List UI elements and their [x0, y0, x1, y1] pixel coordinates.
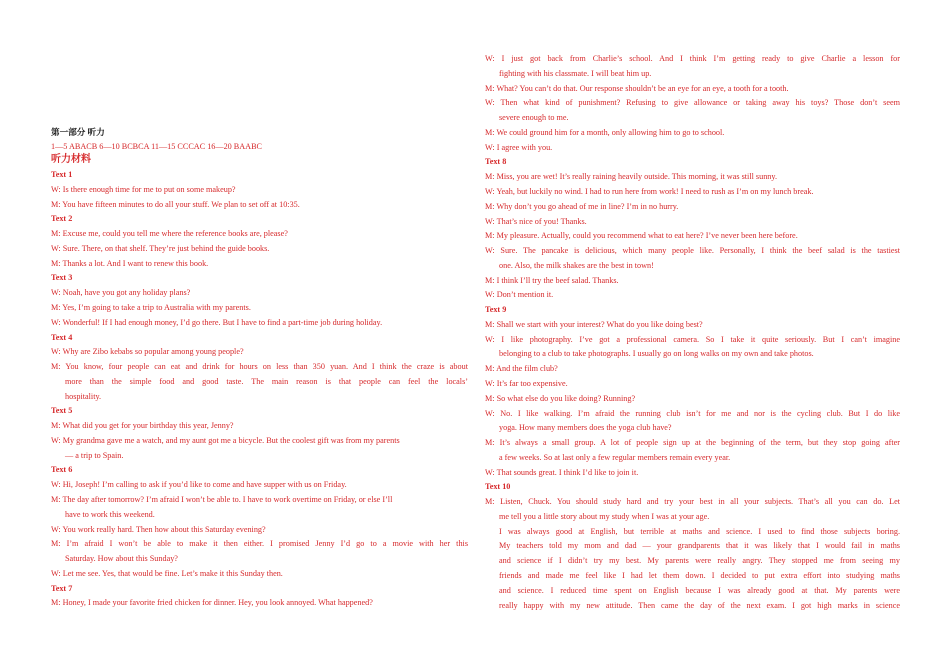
text-heading: Text 2 — [51, 214, 73, 224]
transcript-line: W: Yeah, but luckily no wind. I had to run here from work! I need to rush as I’m on my lunch break. — [485, 186, 814, 196]
transcript-line: W: Sure. There, on that shelf. They’re just behind the guide books. — [51, 243, 270, 253]
transcript-line: M: And the film club? — [485, 364, 558, 374]
transcript-line: I was always good at English, but terrible at maths and science. I used to find those subjects boring. — [499, 526, 900, 536]
transcript-line: friends and made me feel like I had let them down. I decided to put extra effort into studying maths — [499, 570, 900, 580]
transcript-line: W: No. I like walking. I’m afraid the running club isn’t for me and nor is the cycling club. But I do like — [485, 408, 900, 418]
transcript-line: W: Why are Zibo kebabs so popular among young people? — [51, 347, 244, 357]
transcript-line: M: I’m afraid I won’t be able to make it then either. I promised Jenny I’d go to a movie with her this — [51, 539, 468, 549]
transcript-line: W: It’s far too expensive. — [485, 378, 568, 388]
text-heading: Text 9 — [485, 305, 507, 315]
transcript-line: W: You work really hard. Then how about this Saturday evening? — [51, 524, 266, 534]
transcript-line: have to work this weekend. — [65, 509, 155, 519]
transcript-line: W: I just got back from Charlie’s school. And I think I’m getting ready to give Charlie a lesson for — [485, 54, 900, 63]
transcript-line: really happy with my new attitude. Then came the day of the next exam. I got high marks in science — [499, 600, 900, 610]
transcript-line: M: Why don’t you go ahead of me in line? I’m in no hurry. — [485, 201, 679, 211]
transcript-line: W: Then what kind of punishment? Refusing to give allowance or taking away his toys? Those don’t seem — [485, 98, 900, 108]
transcript-line: yoga. How many members does the yoga club have? — [499, 423, 672, 433]
transcript-line: W: I like photography. I’ve got a professional camera. So I take it quite seriously. But I can’t imagine — [485, 334, 900, 344]
text-heading: Text 4 — [51, 332, 73, 342]
transcript-line: M: Listen, Chuck. You should study hard and try your best in all your subjects. That’s all you can do. Let — [485, 497, 900, 507]
transcript-line: M: Shall we start with your interest? What do you like doing best? — [485, 319, 703, 329]
transcript-line: — a trip to Spain. — [65, 450, 124, 460]
transcript-line: severe enough to me. — [499, 113, 569, 123]
transcript-line: W: Don’t mention it. — [485, 290, 554, 300]
part-title: 第一部分 听力 — [51, 127, 105, 137]
transcript-line: Saturday. How about this Sunday? — [65, 554, 178, 563]
transcript-line: W: Noah, have you got any holiday plans? — [51, 288, 191, 298]
transcript-line: W: Is there enough time for me to put on some makeup? — [51, 184, 236, 194]
transcript-line: M: You know, four people can eat and drink for hours on less than 350 yuan. And I think the craze is about — [51, 362, 468, 371]
transcript-line: M: What? You can’t do that. Our response shouldn’t be an eye for an eye, a tooth for a tooth. — [485, 83, 789, 93]
transcript-line: M: It’s always a small group. A lot of people sign up at the beginning of the term, but they stop going after — [485, 438, 900, 447]
text-heading: Text 10 — [485, 482, 511, 492]
text-heading: Text 3 — [51, 273, 73, 283]
transcript-line: M: Yes, I’m going to take a trip to Australia with my parents. — [51, 302, 251, 312]
transcript-line: M: We could ground him for a month, only allowing him to go to school. — [485, 127, 725, 137]
transcript-line: W: Sure. The pancake is delicious, which many people like. Personally, I think the beef salad is the tastiest — [485, 246, 900, 255]
transcript-line: one. Also, the milk shakes are the best in town! — [499, 260, 654, 270]
transcript-line: W: That sounds great. I think I’d like to join it. — [485, 467, 639, 477]
text-heading: Text 7 — [51, 583, 73, 593]
transcript-line: and science if I didn’t try my best. My parents were really angry. They stopped me from seeing my — [499, 556, 900, 566]
transcript-line: W: Wonderful! If I had enough money, I’d go there. But I have to find a part-time job during holiday. — [51, 317, 383, 327]
transcript-line: W: Hi, Joseph! I’m calling to ask if you’d like to come and have supper with us on Friday. — [51, 480, 347, 490]
text-heading: Text 8 — [485, 157, 507, 167]
transcript-line: belonging to a club to take photographs. I usually go on long walks on my own and take photos. — [499, 349, 814, 359]
answer-key: 1—5 ABACB 6—10 BCBCA 11—15 CCCAC 16—20 BAABC — [51, 142, 263, 151]
transcript-line: M: So what else do you like doing? Running? — [485, 393, 636, 403]
transcript-line: M: Thanks a lot. And I want to renew this book. — [51, 258, 209, 268]
transcript-line: M: Honey, I made your favorite fried chicken for dinner. Hey, you look annoyed. What happened? — [51, 598, 373, 608]
text-heading: Text 6 — [51, 465, 73, 475]
transcript-line: me tell you a little story about my study when I was at your age. — [499, 511, 710, 521]
transcript-line: M: Miss, you are wet! It’s really raining heavily outside. This morning, it was still sunny. — [485, 172, 777, 182]
transcript-line: M: The day after tomorrow? I’m afraid I won’t be able to. I have to work overtime on Friday, or else I’ll — [51, 494, 393, 504]
transcript-line: M: Excuse me, could you tell me where the reference books are, please? — [51, 229, 288, 239]
transcript-line: hospitality. — [65, 391, 102, 401]
transcript-line: M: My pleasure. Actually, could you recommend what to eat here? I’ve never been here before. — [485, 231, 798, 241]
transcript-line: W: That’s nice of you! Thanks. — [485, 216, 587, 226]
transcript-line: fighting with his classmate. I will beat him up. — [499, 68, 652, 78]
transcript-line: a few weeks. So at last only a few regular members remain every year. — [499, 452, 731, 462]
transcript-line: and science. I reduced time spent on English because I was already good at that. My parents were — [499, 585, 900, 595]
transcript-line: more than the simple food and good taste. The main reason is that people can feel the locals’ — [65, 376, 468, 386]
transcript-line: My teachers told my mom and dad — your grandparents that it was likely that I would fail in maths — [499, 541, 900, 551]
text-heading: Text 1 — [51, 170, 73, 179]
transcript-line: M: You have fifteen minutes to do all your stuff. We plan to set off at 10:35. — [51, 199, 300, 209]
transcript-line: W: My grandma gave me a watch, and my aunt got me a bicycle. But the coolest gift was from my parents — [51, 435, 400, 445]
transcript-line: W: I agree with you. — [485, 142, 553, 152]
transcript-line: M: I think I’ll try the beef salad. Thanks. — [485, 275, 619, 285]
transcript-line: M: What did you get for your birthday this year, Jenny? — [51, 421, 234, 431]
text-heading: Text 5 — [51, 406, 73, 416]
transcript-line: W: Let me see. Yes, that would be fine. Let’s make it this Sunday then. — [51, 568, 283, 578]
section-title: 听力材料 — [51, 154, 91, 165]
